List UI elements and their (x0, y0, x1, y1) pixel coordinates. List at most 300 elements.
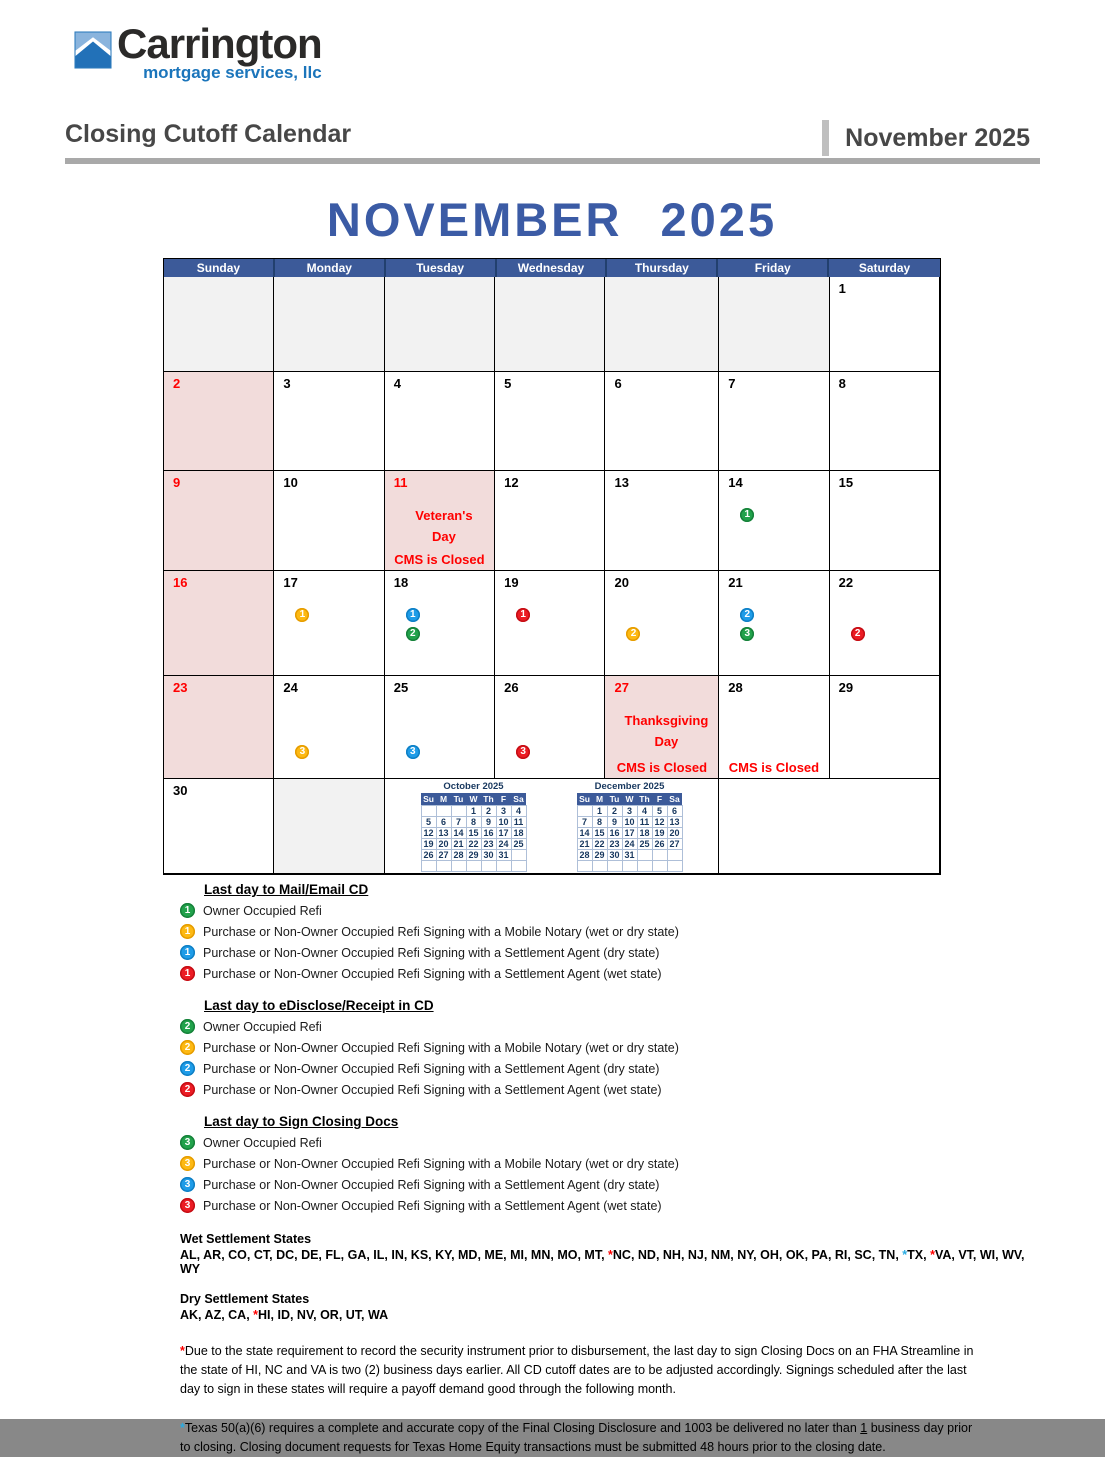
mini-day-cell: 13 (436, 827, 451, 838)
date-number: 16 (173, 575, 188, 590)
marker-slot (516, 604, 604, 623)
holiday-label: Veteran's Day (415, 508, 473, 544)
mini-day-cell (607, 860, 622, 871)
cutoff-marker-blue-2: 2 (740, 608, 754, 622)
legend-item (180, 1037, 1045, 1058)
mini-day-cell: 9 (607, 816, 622, 827)
legend-item (180, 942, 1045, 963)
date-number: 9 (173, 475, 181, 490)
legend-section (180, 998, 1045, 1100)
legend-item (180, 963, 1045, 984)
date-number: 27 (614, 680, 629, 695)
calendar-cell-5 (495, 372, 605, 471)
calendar-cell-empty (495, 277, 605, 372)
cutoff-marker-yellow-1: 1 (295, 608, 309, 622)
mini-day-cell (451, 805, 466, 816)
date-number: 23 (173, 680, 188, 695)
mini-day-cell: 26 (652, 838, 667, 849)
cutoff-markers (504, 741, 604, 760)
mini-day-cell: 3 (622, 805, 637, 816)
calendar-cell-24 (274, 676, 384, 779)
cutoff-marker-green-1: 1 (740, 508, 754, 522)
cms-closed-label: CMS is Closed (394, 552, 485, 567)
mini-day-cell (436, 805, 451, 816)
mini-day-cell: 27 (436, 849, 451, 860)
settlement-text: AK, AZ, CA, (180, 1308, 254, 1322)
date-number: 29 (838, 680, 854, 695)
calendar-cell-1 (830, 277, 940, 372)
cutoff-marker-green-3: 3 (740, 627, 754, 641)
mini-day-cell: 15 (466, 827, 481, 838)
legend-item-text: Owner Occupied Refi (203, 903, 322, 918)
mini-day-cell: 10 (622, 816, 637, 827)
mini-day-cell (667, 860, 682, 871)
cutoff-markers (283, 741, 383, 760)
asterisk-red: * (180, 1344, 185, 1358)
calendar-cell-30 (164, 779, 274, 874)
date-number: 13 (614, 475, 629, 490)
mini-day-cell: 27 (667, 838, 682, 849)
calendar-cell-28 (719, 676, 829, 779)
mini-day-header: W (622, 793, 637, 805)
mini-day-cell: 31 (622, 849, 637, 860)
mini-day-cell: 19 (421, 838, 436, 849)
mini-day-cell: 31 (496, 849, 511, 860)
mini-day-cell: 21 (451, 838, 466, 849)
mini-day-header: Th (637, 793, 652, 805)
calendar-cell-27 (605, 676, 719, 779)
date-number: 25 (393, 680, 409, 695)
date-number: 15 (838, 475, 854, 490)
mini-day-cell: 15 (592, 827, 607, 838)
day-header-sunday: Sunday (164, 259, 275, 279)
asterisk-red: * (930, 1248, 935, 1262)
date-number: 26 (504, 680, 519, 695)
settlement-heading: Dry Settlement States (180, 1292, 310, 1306)
mini-day-header: Tu (607, 793, 622, 805)
legend-item (180, 1174, 1045, 1195)
footer-content (180, 882, 1045, 1457)
legend-item-text: Purchase or Non-Owner Occupied Refi Signing with a Settlement Agent (dry state) (203, 1061, 660, 1076)
mini-day-cell: 3 (496, 805, 511, 816)
mini-day-cell: 29 (592, 849, 607, 860)
mini-day-cell (481, 860, 496, 871)
mini-day-cell: 22 (466, 838, 481, 849)
mini-day-cell (496, 860, 511, 871)
asterisk-red: * (253, 1308, 259, 1322)
mini-day-cell: 25 (511, 838, 526, 849)
marker-slot (295, 741, 383, 760)
legend-item-text: Purchase or Non-Owner Occupied Refi Signing with a Settlement Agent (dry state) (203, 945, 660, 960)
legend-item (180, 1079, 1045, 1100)
mini-day-cell (577, 860, 592, 871)
legend-item-text: Purchase or Non-Owner Occupied Refi Signing with a Settlement Agent (wet state) (203, 966, 662, 981)
calendar-cell-16 (164, 571, 274, 676)
legend-heading: Last day to eDisclose/Receipt in CD (204, 998, 434, 1013)
mini-day-header: W (466, 793, 481, 805)
settlement-text: TX, (907, 1248, 931, 1262)
cutoff-markers (728, 504, 828, 523)
day-header-row (164, 259, 940, 277)
mini-day-cell: 1 (592, 805, 607, 816)
settlement-heading: Wet Settlement States (180, 1232, 312, 1246)
mini-day-cell: 20 (436, 838, 451, 849)
carrington-logo-icon (75, 32, 111, 68)
mini-day-header: Sa (511, 793, 526, 805)
header-divider (65, 158, 1040, 164)
cutoff-markers (504, 604, 604, 623)
calendar-cell-17 (274, 571, 384, 676)
date-number: 3 (283, 376, 291, 391)
mini-day-cell (652, 860, 667, 871)
mini-calendar-grid (577, 793, 683, 872)
mini-day-cell: 12 (652, 816, 667, 827)
mini-day-cell (577, 805, 592, 816)
asterisk-red: * (608, 1248, 613, 1262)
mini-day-cell (421, 860, 436, 871)
calendar-cell-4 (385, 372, 495, 471)
mini-day-cell (652, 849, 667, 860)
legend-marker-green-2: 2 (180, 1019, 195, 1034)
mini-day-cell: 22 (592, 838, 607, 849)
calendar-cell-26 (495, 676, 605, 779)
mini-day-cell (622, 860, 637, 871)
mini-day-cell: 23 (607, 838, 622, 849)
legend-item (180, 1153, 1045, 1174)
date-number: 7 (728, 376, 736, 391)
mini-day-cell (592, 860, 607, 871)
date-number: 2 (173, 376, 181, 391)
legend-item-text: Purchase or Non-Owner Occupied Refi Signing with a Mobile Notary (wet or dry state) (203, 1156, 679, 1171)
cutoff-marker-blue-3: 3 (406, 745, 420, 759)
date-number: 14 (728, 475, 743, 490)
legend-item (180, 1058, 1045, 1079)
cutoff-markers (728, 604, 828, 642)
marker-slot (740, 623, 828, 642)
mini-day-cell: 5 (421, 816, 436, 827)
mini-calendar-title: October 2025 (443, 781, 504, 792)
marker-slot (406, 741, 494, 760)
mini-day-cell: 14 (451, 827, 466, 838)
brand-header (75, 22, 322, 83)
legend-section (180, 882, 1045, 984)
mini-day-cell: 24 (496, 838, 511, 849)
legend-item-text: Purchase or Non-Owner Occupied Refi Signing with a Mobile Notary (wet or dry state) (203, 1040, 679, 1055)
day-header-monday: Monday (275, 259, 386, 279)
mini-day-cell (637, 849, 652, 860)
footnotes (180, 1342, 1045, 1457)
date-number: 28 (728, 680, 743, 695)
legend-item (180, 1195, 1045, 1216)
cutoff-marker-red-3: 3 (516, 745, 530, 759)
marker-slot (406, 623, 494, 642)
legend-item-text: Purchase or Non-Owner Occupied Refi Signing with a Settlement Agent (dry state) (203, 1177, 660, 1192)
date-number: 19 (504, 575, 519, 590)
legend-item-text: Owner Occupied Refi (203, 1135, 322, 1150)
settlement-text: NC, ND, NH, NJ, NM, NY, OH, OK, PA, RI, SC, TN, (612, 1248, 903, 1262)
mini-day-cell: 6 (436, 816, 451, 827)
date-number: 17 (283, 575, 298, 590)
date-number: 22 (838, 575, 854, 590)
legend-item-text: Purchase or Non-Owner Occupied Refi Signing with a Settlement Agent (wet state) (203, 1198, 662, 1213)
calendar-cell-10 (274, 471, 384, 571)
marker-slot (295, 604, 383, 623)
legend-heading: Last day to Mail/Email CD (204, 882, 369, 897)
mini-day-header: M (592, 793, 607, 805)
calendar-grid (164, 277, 940, 874)
legend-marker-yellow-1: 1 (180, 924, 195, 939)
month-divider-bar (822, 120, 829, 156)
footnote-text: business day prior to closing. Closing document requests for Texas Home Equity transactions must be submitted 48 hours prior to the closing date. (180, 1421, 973, 1454)
mini-day-cell: 12 (421, 827, 436, 838)
cutoff-marker-yellow-3: 3 (295, 745, 309, 759)
calendar-cell-12 (495, 471, 605, 571)
footnote-text: Texas 50(a)(6) requires a complete and accurate copy of the Final Closing Disclosure and 1003 be delivered no later than (184, 1421, 861, 1435)
mini-calendar-december (577, 781, 683, 872)
legend-marker-green-1: 1 (180, 903, 195, 918)
legend-item (180, 900, 1045, 921)
mini-day-header: Su (577, 793, 592, 805)
holiday-label: Thanksgiving Day (624, 713, 709, 749)
cutoff-markers (283, 604, 383, 623)
legend-marker-green-3: 3 (180, 1135, 195, 1150)
footnote-text: Due to the state requirement to record the security instrument prior to disbursement, the last day to sign Closing Docs on an FHA Streamline in the state of HI, NC and VA is two (2) business days earlier. All CD cutoff dates are to be adjusted accordingly. Signings scheduled after the last day to sign in these states will require a payoff demand good through the following month. (180, 1344, 974, 1396)
mini-calendar-grid (421, 793, 527, 872)
mini-day-cell (511, 849, 526, 860)
calendar-title: NOVEMBER 2025 (326, 193, 778, 246)
mini-day-cell: 11 (637, 816, 652, 827)
day-header-saturday: Saturday (829, 259, 940, 279)
settlement-list (180, 1248, 1045, 1276)
calendar-cell-15 (830, 471, 940, 571)
footnote-text: 1 (860, 1421, 868, 1435)
calendar-cell-19 (495, 571, 605, 676)
mini-day-cell: 16 (481, 827, 496, 838)
mini-day-cell: 4 (511, 805, 526, 816)
legend-item-text: Owner Occupied Refi (203, 1019, 322, 1034)
legend-marker-red-2: 2 (180, 1082, 195, 1097)
marker-slot (516, 741, 604, 760)
mini-day-cell: 6 (667, 805, 682, 816)
mini-day-cell: 8 (592, 816, 607, 827)
asterisk-blue: * (902, 1248, 908, 1262)
calendar-cell-empty (164, 277, 274, 372)
mini-day-cell: 21 (577, 838, 592, 849)
legend-marker-yellow-2: 2 (180, 1040, 195, 1055)
mini-day-cell: 30 (481, 849, 496, 860)
mini-day-cell: 30 (607, 849, 622, 860)
legend-item (180, 1132, 1045, 1153)
marker-slot (851, 623, 939, 642)
mini-day-header: F (652, 793, 667, 805)
calendar-cell-25 (385, 676, 495, 779)
date-number: 11 (393, 475, 408, 490)
marker-slot (406, 604, 494, 623)
calendar-cell-8 (830, 372, 940, 471)
mini-day-cell: 14 (577, 827, 592, 838)
mini-day-cell: 2 (607, 805, 622, 816)
calendar-cell-23 (164, 676, 274, 779)
mini-day-cell: 18 (511, 827, 526, 838)
cutoff-marker-red-2: 2 (851, 627, 865, 641)
mini-day-cell (421, 805, 436, 816)
legend-marker-red-1: 1 (180, 966, 195, 981)
mini-day-header: Tu (451, 793, 466, 805)
mini-day-cell: 23 (481, 838, 496, 849)
date-number: 8 (838, 376, 846, 391)
asterisk-blue: * (180, 1421, 185, 1435)
brand-subtitle: mortgage services, llc (143, 63, 322, 82)
mini-day-cell: 18 (637, 827, 652, 838)
calendar-table (163, 258, 941, 875)
calendar-cell-7 (719, 372, 829, 471)
date-number: 6 (614, 376, 622, 391)
mini-day-cell: 2 (481, 805, 496, 816)
calendar-cell-21 (719, 571, 829, 676)
legend-item-text: Purchase or Non-Owner Occupied Refi Signing with a Settlement Agent (wet state) (203, 1082, 662, 1097)
legend-section (180, 1114, 1045, 1216)
date-number: 21 (728, 575, 743, 590)
calendar-cell-13 (605, 471, 719, 571)
legend-item (180, 1016, 1045, 1037)
marker-slot (851, 604, 939, 623)
settlement-states (180, 1232, 1045, 1322)
legend-item-text: Purchase or Non-Owner Occupied Refi Signing with a Mobile Notary (wet or dry state) (203, 924, 679, 939)
settlement-text: VA, VT, WI, WV, WY (180, 1248, 1025, 1276)
settlement-list (180, 1308, 1045, 1322)
brand-name: Carrington (117, 20, 322, 67)
cutoff-markers (394, 741, 494, 760)
marker-slot (626, 604, 718, 623)
calendar-cell-empty (385, 277, 495, 372)
mini-day-cell: 26 (421, 849, 436, 860)
mini-day-cell: 25 (637, 838, 652, 849)
mini-day-cell: 17 (622, 827, 637, 838)
calendar-cell-empty (605, 277, 719, 372)
calendar-cell-3 (274, 372, 384, 471)
cutoff-marker-blue-1: 1 (406, 608, 420, 622)
settlement-text: AL, AR, CO, CT, DC, DE, FL, GA, IL, IN, KS, KY, MD, ME, MI, MN, MO, MT, (180, 1248, 609, 1262)
mini-day-cell (511, 860, 526, 871)
mini-day-cell: 17 (496, 827, 511, 838)
mini-day-cell: 4 (637, 805, 652, 816)
mini-day-cell: 11 (511, 816, 526, 827)
calendar-cell-18 (385, 571, 495, 676)
date-number: 18 (393, 575, 409, 590)
date-number: 12 (504, 475, 519, 490)
marker-slot (740, 504, 828, 523)
legend-marker-yellow-3: 3 (180, 1156, 195, 1171)
cutoff-marker-yellow-2: 2 (626, 627, 640, 641)
legend-sections (180, 882, 1045, 1216)
mini-day-cell: 28 (451, 849, 466, 860)
mini-day-cell: 10 (496, 816, 511, 827)
date-number: 30 (173, 783, 188, 798)
cutoff-marker-green-2: 2 (406, 627, 420, 641)
mini-day-cell: 28 (577, 849, 592, 860)
date-number: 1 (838, 281, 846, 296)
footnote (180, 1419, 980, 1457)
month-label: November 2025 (845, 123, 1030, 152)
cutoff-markers (614, 604, 718, 642)
day-header-tuesday: Tuesday (386, 259, 497, 279)
legend-item (180, 921, 1045, 942)
date-number: 10 (283, 475, 298, 490)
day-header-friday: Friday (718, 259, 829, 279)
mini-day-cell: 20 (667, 827, 682, 838)
cms-closed-label: CMS is Closed (616, 760, 708, 775)
mini-day-cell (451, 860, 466, 871)
mini-day-cell: 8 (466, 816, 481, 827)
mini-day-cell (667, 849, 682, 860)
day-header-wednesday: Wednesday (497, 259, 608, 279)
calendar-cell-6 (605, 372, 719, 471)
marker-slot (740, 604, 828, 623)
calendar-cell-29 (830, 676, 940, 779)
mini-day-cell: 19 (652, 827, 667, 838)
mini-day-header: Sa (667, 793, 682, 805)
legend-marker-blue-1: 1 (180, 945, 195, 960)
title-row (65, 120, 1040, 156)
mini-day-cell: 29 (466, 849, 481, 860)
legend-heading: Last day to Sign Closing Docs (204, 1114, 399, 1129)
mini-day-cell: 13 (667, 816, 682, 827)
date-number: 24 (283, 680, 298, 695)
calendar-cell-empty (719, 779, 940, 874)
mini-day-cell (466, 860, 481, 871)
mini-day-cell: 7 (451, 816, 466, 827)
mini-calendar-title: December 2025 (594, 781, 665, 792)
calendar-cell-empty (274, 277, 384, 372)
cutoff-marker-red-1: 1 (516, 608, 530, 622)
calendar-cell-9 (164, 471, 274, 571)
cutoff-markers (839, 604, 939, 642)
mini-day-cell: 24 (622, 838, 637, 849)
calendar-cell-empty (274, 779, 384, 874)
date-number: 5 (504, 376, 512, 391)
cutoff-markers (394, 604, 494, 642)
settlement-text: HI, ID, NV, OR, UT, WA (258, 1308, 389, 1322)
mini-day-header: Th (481, 793, 496, 805)
mini-day-header: F (496, 793, 511, 805)
mini-day-header: Su (421, 793, 436, 805)
calendar-cell-2 (164, 372, 274, 471)
date-number: 20 (614, 575, 629, 590)
mini-day-cell: 7 (577, 816, 592, 827)
mini-day-cell (436, 860, 451, 871)
marker-slot (626, 623, 718, 642)
mini-calendars (385, 779, 719, 872)
day-header-thursday: Thursday (607, 259, 718, 279)
calendar-cell-empty (719, 277, 829, 372)
mini-day-header: M (436, 793, 451, 805)
mini-day-cell (637, 860, 652, 871)
legend-marker-blue-2: 2 (180, 1061, 195, 1076)
calendar-cell-14 (719, 471, 829, 571)
calendar-cell-22 (830, 571, 940, 676)
cms-closed-label: CMS is Closed (728, 760, 820, 775)
legend-marker-blue-3: 3 (180, 1177, 195, 1192)
mini-day-cell: 5 (652, 805, 667, 816)
mini-day-cell: 9 (481, 816, 496, 827)
page-title: Closing Cutoff Calendar (65, 120, 352, 148)
calendar-cell-11 (385, 471, 495, 571)
legend-marker-red-3: 3 (180, 1198, 195, 1213)
mini-day-cell: 16 (607, 827, 622, 838)
date-number: 4 (393, 376, 401, 391)
calendar-cell-20 (605, 571, 719, 676)
footnote (180, 1342, 980, 1399)
